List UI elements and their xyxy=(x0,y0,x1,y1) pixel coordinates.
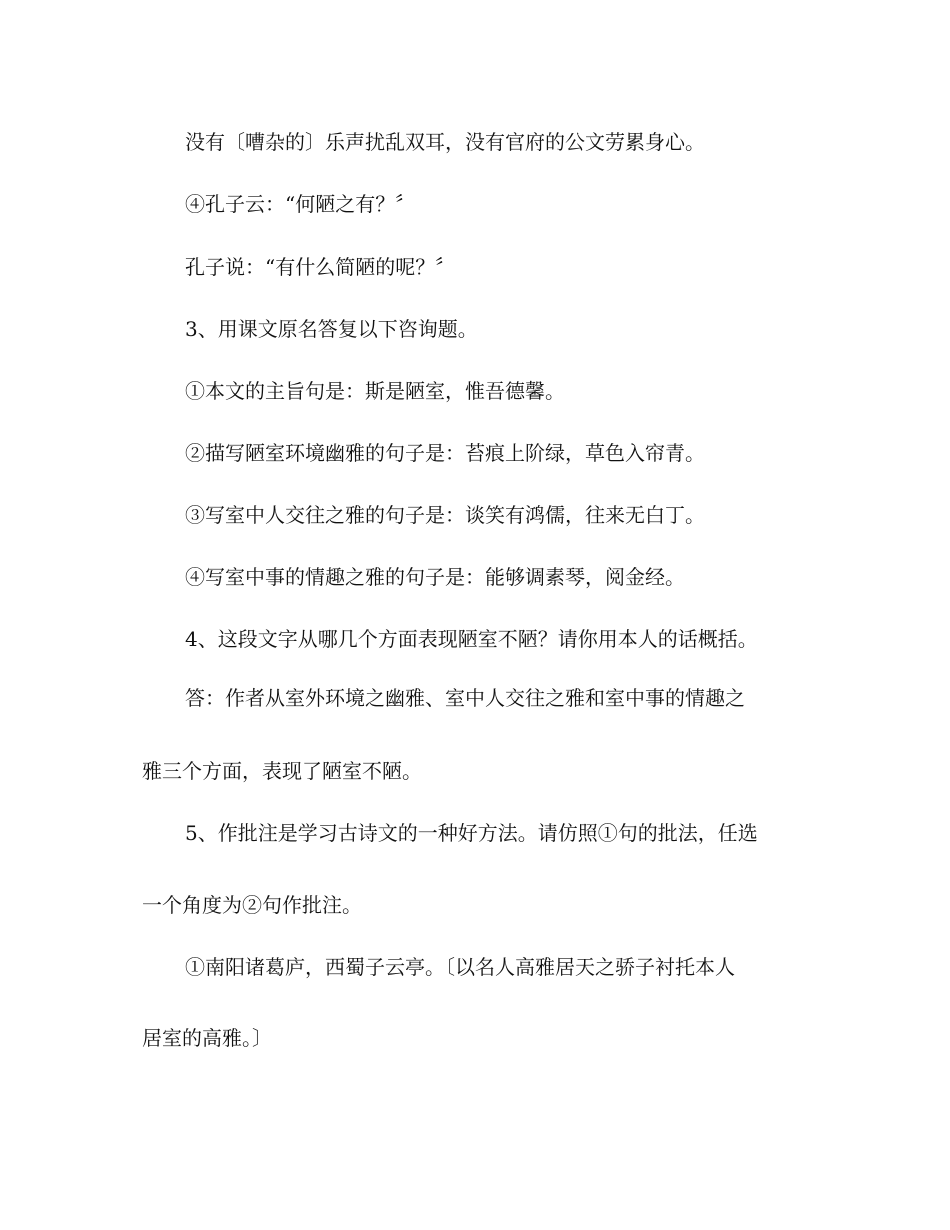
text-line: ①本文的主旨句是：斯是陋室，惟吾德馨。 xyxy=(185,379,565,403)
text-line: ②描写陋室环境幽雅的句子是：苔痕上阶绿，草色入帘青。 xyxy=(185,441,705,465)
text-line: 居室的高雅。〕 xyxy=(142,1026,272,1050)
text-line: 一个角度为②句作批注。 xyxy=(142,893,362,917)
text-line: 雅三个方面，表现了陋室不陋。 xyxy=(142,759,422,783)
text-line: 孔子说：“有什么简陋的呢？〞 xyxy=(185,255,456,279)
text-line: ③写室中人交往之雅的句子是：谈笑有鸿儒，往来无白丁。 xyxy=(185,503,705,527)
text-line: 4、这段文字从哪几个方面表现陋室不陋？请你用本人的话概括。 xyxy=(185,627,758,651)
text-line: ①南阳诸葛庐，西蜀子云亭。〔以名人高雅居天之骄子衬托本人 xyxy=(185,955,735,979)
text-line: 没有〔嘈杂的〕乐声扰乱双耳，没有官府的公文劳累身心。 xyxy=(185,130,705,154)
text-line: ④写室中事的情趣之雅的句子是：能够调素琴，阅金经。 xyxy=(185,565,685,589)
text-line: 5、作批注是学习古诗文的一种好方法。请仿照①句的批法，任选 xyxy=(185,821,758,845)
text-line: 答：作者从室外环境之幽雅、室中人交往之雅和室中事的情趣之 xyxy=(185,686,745,710)
text-line: 3、用课文原名答复以下咨询题。 xyxy=(185,317,478,341)
text-line: ④孔子云：“何陋之有？〞 xyxy=(185,192,416,216)
